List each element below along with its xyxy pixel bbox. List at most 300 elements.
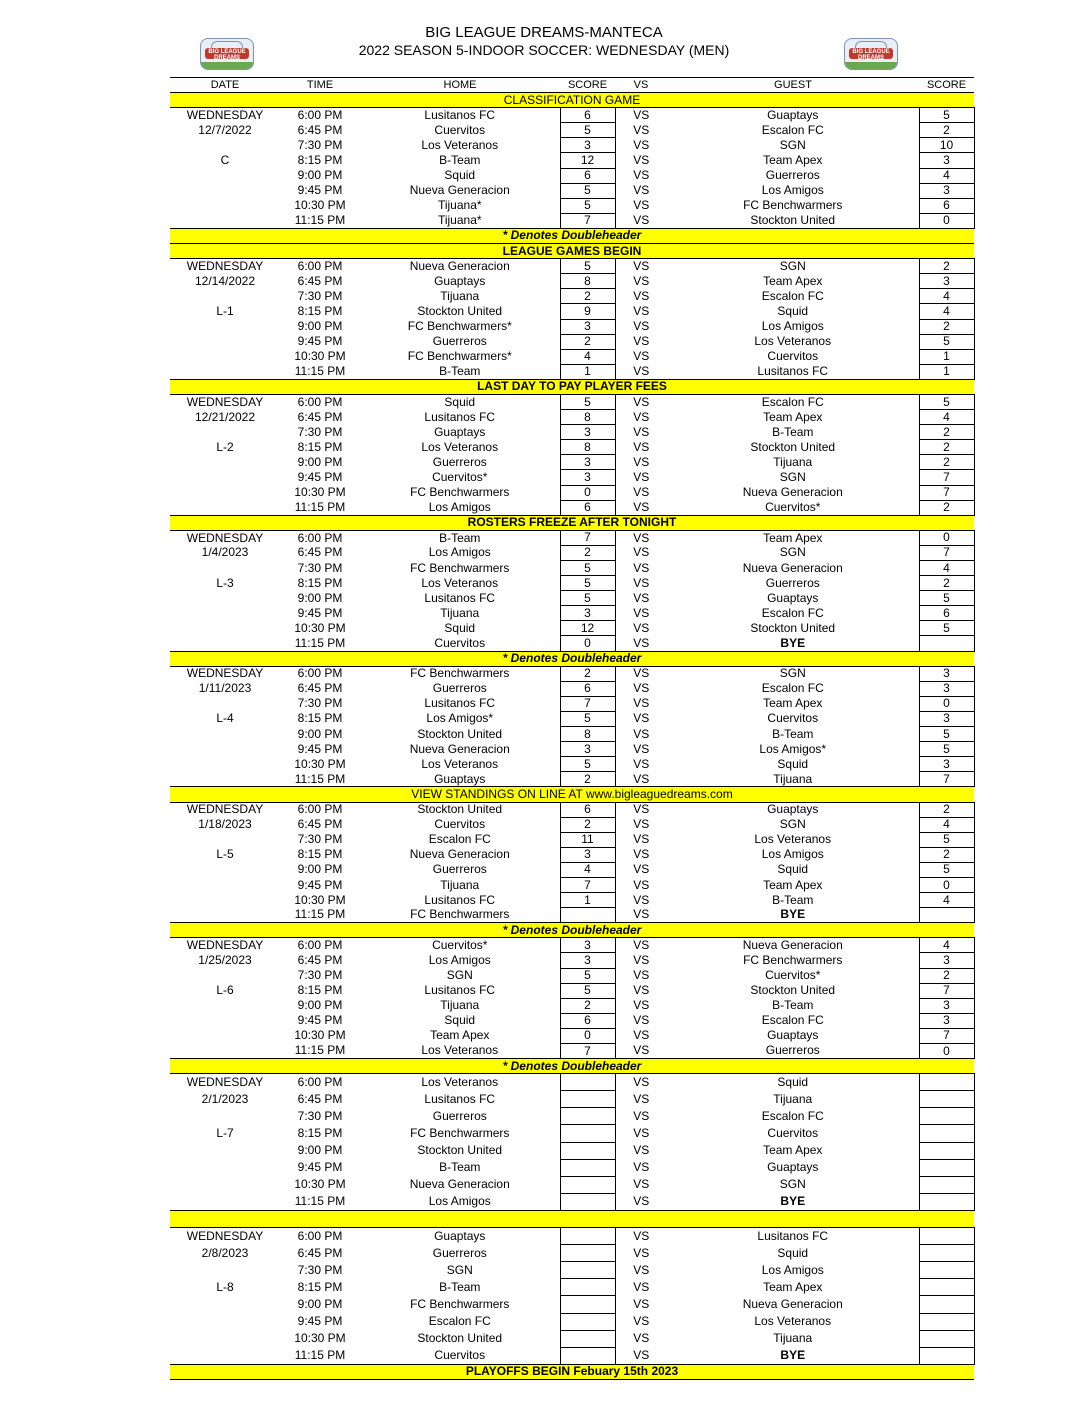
guest-score: 7 bbox=[919, 470, 974, 485]
home-team: B-Team bbox=[439, 1160, 481, 1175]
guest-team: BYE bbox=[780, 1347, 806, 1362]
game-time: 6:00 PM bbox=[297, 530, 343, 545]
game-row bbox=[170, 908, 974, 923]
game-date: WEDNESDAY bbox=[186, 666, 264, 681]
guest-team: Guerreros bbox=[765, 1043, 820, 1058]
home-team: Squid bbox=[444, 394, 476, 409]
vs-label: VS bbox=[633, 107, 650, 122]
guest-score: 0 bbox=[919, 1044, 974, 1059]
game-time: 6:00 PM bbox=[297, 1074, 343, 1089]
guest-score: 2 bbox=[919, 968, 974, 983]
guest-team: SGN bbox=[779, 137, 806, 152]
guest-score: 2 bbox=[919, 425, 974, 440]
game-time: 7:30 PM bbox=[297, 288, 343, 303]
game-date: 2/8/2023 bbox=[201, 1245, 249, 1260]
guest-team: Guaptays bbox=[767, 590, 819, 605]
home-team: Squid bbox=[444, 168, 476, 183]
vs-label: VS bbox=[633, 1245, 650, 1260]
home-team: Lusitanos FC bbox=[424, 1091, 496, 1106]
guest-score: 2 bbox=[919, 259, 974, 274]
game-time: 9:45 PM bbox=[297, 605, 343, 620]
vs-label: VS bbox=[633, 938, 650, 953]
col-header-guest-score: SCORE bbox=[919, 78, 974, 93]
guest-score: 2 bbox=[919, 440, 974, 455]
banner-row bbox=[170, 651, 974, 666]
home-score: 2 bbox=[560, 666, 615, 681]
vs-label: VS bbox=[633, 1126, 650, 1141]
game-row bbox=[170, 953, 974, 968]
game-row bbox=[170, 530, 974, 545]
game-time: 10:30 PM bbox=[294, 198, 346, 213]
game-time: 7:30 PM bbox=[297, 1262, 343, 1277]
guest-team: B-Team bbox=[772, 424, 814, 439]
game-row bbox=[170, 832, 974, 847]
home-team: Stockton United bbox=[417, 802, 503, 817]
game-time: 9:45 PM bbox=[297, 741, 343, 756]
guest-team: Los Veteranos bbox=[754, 334, 832, 349]
home-team: Guerreros bbox=[432, 1245, 487, 1260]
vs-label: VS bbox=[633, 1331, 650, 1346]
game-time: 9:00 PM bbox=[297, 590, 343, 605]
guest-team: Los Amigos* bbox=[759, 741, 827, 756]
home-team: Lusitanos FC bbox=[424, 107, 496, 122]
home-score: 6 bbox=[560, 168, 615, 183]
game-time: 10:30 PM bbox=[294, 756, 346, 771]
guest-score: 5 bbox=[919, 591, 974, 606]
home-score: 3 bbox=[560, 138, 615, 153]
banner-text bbox=[170, 1210, 974, 1227]
home-team: Los Amigos bbox=[428, 545, 491, 560]
vs-label: VS bbox=[633, 590, 650, 605]
game-date bbox=[170, 998, 280, 1013]
game-date bbox=[170, 696, 280, 711]
game-row bbox=[170, 364, 974, 379]
game-time: 11:15 PM bbox=[294, 1347, 346, 1362]
vs-label: VS bbox=[633, 1091, 650, 1106]
home-score: 5 bbox=[560, 394, 615, 409]
game-date bbox=[170, 1330, 280, 1347]
game-date bbox=[170, 138, 280, 153]
game-time: 8:15 PM bbox=[297, 303, 343, 318]
game-row bbox=[170, 1142, 974, 1159]
game-date bbox=[170, 1044, 280, 1059]
game-date bbox=[170, 1176, 280, 1193]
home-team: FC Benchwarmers* bbox=[407, 349, 512, 364]
guest-team: Team Apex bbox=[763, 877, 823, 892]
guest-score: 4 bbox=[919, 893, 974, 908]
home-score: 4 bbox=[560, 349, 615, 364]
game-date bbox=[170, 893, 280, 908]
home-score: 8 bbox=[560, 274, 615, 289]
home-team: Los Amigos bbox=[428, 952, 491, 967]
home-score: 7 bbox=[560, 213, 615, 228]
home-team: Cuervitos bbox=[434, 122, 486, 137]
home-team: Guaptays bbox=[434, 424, 486, 439]
guest-team: B-Team bbox=[772, 998, 814, 1013]
game-date bbox=[170, 1142, 280, 1159]
game-date: C bbox=[220, 153, 230, 168]
home-team: B-Team bbox=[439, 153, 481, 168]
vs-label: VS bbox=[633, 1194, 650, 1209]
guest-team: Nueva Generacion bbox=[742, 560, 843, 575]
guest-score: 1 bbox=[919, 349, 974, 364]
guest-team: Tijuana bbox=[773, 771, 813, 786]
schedule-table bbox=[170, 64, 975, 1380]
game-date: 1/11/2023 bbox=[198, 681, 252, 696]
guest-score: 6 bbox=[919, 606, 974, 621]
game-date bbox=[170, 1313, 280, 1330]
guest-score bbox=[919, 636, 974, 651]
vs-label: VS bbox=[633, 319, 650, 334]
home-team: Cuervitos bbox=[434, 817, 486, 832]
home-score: 6 bbox=[560, 500, 615, 515]
game-row bbox=[170, 1262, 974, 1279]
vs-label: VS bbox=[633, 1143, 650, 1158]
home-team: Tijuana bbox=[440, 998, 480, 1013]
guest-score: 3 bbox=[919, 953, 974, 968]
guest-team: Tijuana bbox=[773, 1091, 813, 1106]
vs-label: VS bbox=[633, 273, 650, 288]
game-time: 6:45 PM bbox=[297, 545, 343, 560]
home-score: 7 bbox=[560, 877, 615, 892]
game-date bbox=[170, 500, 280, 515]
banner-row bbox=[170, 1210, 974, 1227]
home-team: Los Veteranos bbox=[421, 756, 499, 771]
vs-label: VS bbox=[633, 696, 650, 711]
game-time: 6:00 PM bbox=[297, 938, 343, 953]
home-score bbox=[560, 1176, 615, 1193]
vs-label: VS bbox=[633, 756, 650, 771]
game-row bbox=[170, 1159, 974, 1176]
game-row bbox=[170, 168, 974, 183]
guest-score: 5 bbox=[919, 334, 974, 349]
home-team: B-Team bbox=[439, 364, 481, 379]
guest-team: SGN bbox=[779, 666, 806, 681]
guest-team: Guerreros bbox=[765, 575, 820, 590]
home-team: Stockton United bbox=[417, 1331, 503, 1346]
guest-team: Squid bbox=[777, 303, 809, 318]
game-date bbox=[170, 832, 280, 847]
game-date bbox=[170, 727, 280, 742]
home-team: Tijuana* bbox=[437, 198, 482, 213]
game-row bbox=[170, 636, 974, 651]
home-team: Guerreros bbox=[432, 334, 487, 349]
game-date bbox=[170, 425, 280, 440]
game-time: 8:15 PM bbox=[297, 575, 343, 590]
vs-label: VS bbox=[633, 968, 650, 983]
game-time: 10:30 PM bbox=[294, 1331, 346, 1346]
game-date bbox=[170, 198, 280, 213]
home-score: 6 bbox=[560, 108, 615, 123]
banner-text: ROSTERS FREEZE AFTER TONIGHT bbox=[170, 515, 974, 530]
home-score: 3 bbox=[560, 938, 615, 953]
home-score: 2 bbox=[560, 772, 615, 787]
game-date: 12/7/2022 bbox=[198, 122, 252, 137]
game-row bbox=[170, 862, 974, 877]
game-time: 9:45 PM bbox=[297, 877, 343, 892]
game-date bbox=[170, 470, 280, 485]
game-date bbox=[170, 968, 280, 983]
vs-label: VS bbox=[633, 832, 650, 847]
game-time: 11:15 PM bbox=[294, 771, 346, 786]
guest-team: Escalon FC bbox=[761, 605, 824, 620]
game-row bbox=[170, 998, 974, 1013]
guest-score bbox=[919, 1091, 974, 1108]
home-score: 12 bbox=[560, 621, 615, 636]
vs-label: VS bbox=[633, 666, 650, 681]
game-row bbox=[170, 1193, 974, 1210]
game-time: 7:30 PM bbox=[297, 832, 343, 847]
home-score: 5 bbox=[560, 123, 615, 138]
banner-text: CLASSIFICATION GAME bbox=[170, 93, 974, 108]
home-team: Los Amigos bbox=[428, 500, 491, 514]
guest-team: Team Apex bbox=[763, 153, 823, 168]
guest-score: 0 bbox=[919, 213, 974, 228]
home-team: Squid bbox=[444, 1013, 476, 1028]
guest-score: 2 bbox=[919, 319, 974, 334]
game-date bbox=[170, 606, 280, 621]
vs-label: VS bbox=[633, 983, 650, 998]
home-score: 5 bbox=[560, 968, 615, 983]
vs-label: VS bbox=[633, 364, 650, 379]
guest-score: 3 bbox=[919, 274, 974, 289]
home-team: Tijuana bbox=[440, 605, 480, 620]
game-time: 9:00 PM bbox=[297, 998, 343, 1013]
guest-team: Cuervitos bbox=[767, 711, 819, 726]
vs-label: VS bbox=[633, 137, 650, 152]
guest-team: Cuervitos* bbox=[765, 968, 821, 983]
game-row bbox=[170, 606, 974, 621]
vs-label: VS bbox=[633, 288, 650, 303]
guest-score: 3 bbox=[919, 757, 974, 772]
game-row bbox=[170, 696, 974, 711]
vs-label: VS bbox=[633, 168, 650, 183]
home-score: 3 bbox=[560, 953, 615, 968]
vs-label: VS bbox=[633, 424, 650, 439]
home-team: Cuervitos* bbox=[432, 469, 488, 484]
guest-team: Guaptays bbox=[767, 802, 819, 817]
col-header-vs: VS bbox=[615, 78, 667, 93]
guest-score: 4 bbox=[919, 938, 974, 953]
home-score bbox=[560, 1108, 615, 1125]
guest-score: 5 bbox=[919, 862, 974, 877]
home-score: 7 bbox=[560, 530, 615, 545]
guest-team: Los Veteranos bbox=[754, 1314, 832, 1329]
vs-label: VS bbox=[633, 334, 650, 349]
game-row bbox=[170, 410, 974, 425]
logo-text: BIG LEAGUE DREAMS bbox=[852, 49, 890, 61]
guest-score: 4 bbox=[919, 289, 974, 304]
vs-label: VS bbox=[633, 349, 650, 364]
guest-team: Escalon FC bbox=[761, 1108, 824, 1123]
home-score: 2 bbox=[560, 817, 615, 832]
home-score: 5 bbox=[560, 983, 615, 998]
game-row bbox=[170, 153, 974, 168]
guest-score: 0 bbox=[919, 696, 974, 711]
game-row bbox=[170, 1313, 974, 1330]
game-date bbox=[170, 862, 280, 877]
guest-team: Guaptays bbox=[767, 1028, 819, 1043]
game-row bbox=[170, 1228, 974, 1245]
banner-row bbox=[170, 93, 974, 108]
guest-team: Team Apex bbox=[763, 273, 823, 288]
guest-score: 4 bbox=[919, 817, 974, 832]
game-time: 9:45 PM bbox=[297, 334, 343, 349]
game-time: 9:45 PM bbox=[297, 183, 343, 198]
banner-row bbox=[170, 515, 974, 530]
home-score: 9 bbox=[560, 304, 615, 319]
banner-row bbox=[170, 379, 974, 394]
vs-label: VS bbox=[633, 862, 650, 877]
home-team: Nueva Generacion bbox=[409, 847, 510, 862]
game-row bbox=[170, 440, 974, 455]
game-row bbox=[170, 877, 974, 892]
home-score: 5 bbox=[560, 259, 615, 274]
home-score: 5 bbox=[560, 561, 615, 576]
game-time: 9:45 PM bbox=[297, 1160, 343, 1175]
game-row bbox=[170, 621, 974, 636]
home-team: Guerreros bbox=[432, 454, 487, 469]
game-date bbox=[170, 364, 280, 379]
game-row bbox=[170, 394, 974, 409]
banner-row bbox=[170, 228, 974, 243]
home-score: 3 bbox=[560, 470, 615, 485]
guest-team: B-Team bbox=[772, 726, 814, 741]
vs-label: VS bbox=[633, 1028, 650, 1043]
home-team: FC Benchwarmers bbox=[410, 560, 510, 575]
guest-score bbox=[919, 1313, 974, 1330]
game-time: 8:15 PM bbox=[297, 1279, 343, 1294]
game-date: L-4 bbox=[216, 711, 234, 726]
vs-label: VS bbox=[633, 1228, 650, 1243]
game-date bbox=[170, 908, 280, 923]
home-team: Lusitanos FC bbox=[424, 696, 496, 711]
home-score bbox=[560, 908, 615, 923]
guest-team: Tijuana bbox=[773, 1331, 813, 1346]
game-date: 12/14/2022 bbox=[194, 273, 256, 288]
game-date bbox=[170, 742, 280, 757]
home-score: 6 bbox=[560, 681, 615, 696]
guest-team: Los Veteranos bbox=[754, 832, 832, 847]
guest-score: 7 bbox=[919, 485, 974, 500]
game-date bbox=[170, 561, 280, 576]
guest-team: Stockton United bbox=[750, 439, 836, 454]
game-time: 9:45 PM bbox=[297, 1013, 343, 1028]
home-score bbox=[560, 1074, 615, 1091]
banner-row bbox=[170, 787, 974, 802]
game-time: 6:45 PM bbox=[297, 952, 343, 967]
home-score: 6 bbox=[560, 802, 615, 817]
home-team: Stockton United bbox=[417, 303, 503, 318]
guest-score: 5 bbox=[919, 394, 974, 409]
game-row bbox=[170, 1176, 974, 1193]
home-score: 5 bbox=[560, 757, 615, 772]
guest-score: 3 bbox=[919, 183, 974, 198]
game-row bbox=[170, 666, 974, 681]
home-team: Tijuana bbox=[440, 877, 480, 892]
guest-team: Guaptays bbox=[767, 1160, 819, 1175]
game-date bbox=[170, 1159, 280, 1176]
game-row bbox=[170, 1074, 974, 1091]
guest-team: Lusitanos FC bbox=[757, 1228, 829, 1243]
guest-team: Team Apex bbox=[763, 530, 823, 545]
home-team: Guerreros bbox=[432, 681, 487, 696]
col-header-home: HOME bbox=[360, 78, 560, 93]
guest-team: Nueva Generacion bbox=[742, 938, 843, 953]
vs-label: VS bbox=[633, 153, 650, 168]
home-team: Nueva Generacion bbox=[409, 183, 510, 198]
banner-text: VIEW STANDINGS ON LINE AT www.bigleaguedreams.com bbox=[170, 787, 974, 802]
guest-score: 2 bbox=[919, 802, 974, 817]
game-row bbox=[170, 1296, 974, 1313]
home-team: Los Veteranos bbox=[421, 1043, 499, 1058]
vs-label: VS bbox=[633, 771, 650, 786]
home-score: 5 bbox=[560, 711, 615, 726]
home-team: Los Amigos* bbox=[426, 711, 494, 726]
vs-label: VS bbox=[633, 877, 650, 892]
home-team: FC Benchwarmers bbox=[410, 666, 510, 681]
guest-score bbox=[919, 1108, 974, 1125]
game-date bbox=[170, 1108, 280, 1125]
home-score: 0 bbox=[560, 1028, 615, 1043]
banner-text: * Denotes Doubleheader bbox=[170, 1059, 974, 1074]
guest-team: Cuervitos bbox=[767, 1126, 819, 1141]
home-team: Los Veteranos bbox=[421, 439, 499, 454]
vs-label: VS bbox=[633, 545, 650, 560]
game-row bbox=[170, 1044, 974, 1059]
home-team: FC Benchwarmers* bbox=[407, 319, 512, 334]
guest-score: 4 bbox=[919, 410, 974, 425]
home-team: Los Veteranos bbox=[421, 575, 499, 590]
home-team: Guaptays bbox=[434, 771, 486, 786]
home-score bbox=[560, 1193, 615, 1210]
game-row bbox=[170, 1125, 974, 1142]
game-date: WEDNESDAY bbox=[186, 530, 264, 545]
game-row bbox=[170, 455, 974, 470]
game-date: WEDNESDAY bbox=[186, 107, 264, 122]
home-score: 6 bbox=[560, 1013, 615, 1028]
guest-team: Guerreros bbox=[765, 168, 820, 183]
game-row bbox=[170, 138, 974, 153]
game-time: 10:30 PM bbox=[294, 892, 346, 907]
home-team: B-Team bbox=[439, 1279, 481, 1294]
home-score: 4 bbox=[560, 862, 615, 877]
guest-score bbox=[919, 1074, 974, 1091]
game-time: 11:15 PM bbox=[294, 1043, 346, 1058]
game-row bbox=[170, 968, 974, 983]
game-row bbox=[170, 757, 974, 772]
banner-row bbox=[170, 244, 974, 259]
game-row bbox=[170, 274, 974, 289]
vs-label: VS bbox=[633, 802, 650, 817]
game-time: 9:00 PM bbox=[297, 726, 343, 741]
game-time: 10:30 PM bbox=[294, 349, 346, 364]
guest-score: 5 bbox=[919, 727, 974, 742]
guest-team: Nueva Generacion bbox=[742, 1296, 843, 1311]
game-row bbox=[170, 802, 974, 817]
home-score bbox=[560, 1330, 615, 1347]
guest-team: Stockton United bbox=[750, 983, 836, 998]
game-time: 8:15 PM bbox=[297, 439, 343, 454]
game-date: WEDNESDAY bbox=[186, 1074, 264, 1089]
home-team: Guerreros bbox=[432, 1108, 487, 1123]
vs-label: VS bbox=[633, 1160, 650, 1175]
vs-label: VS bbox=[633, 409, 650, 424]
vs-label: VS bbox=[633, 122, 650, 137]
guest-team: Stockton United bbox=[750, 620, 836, 635]
game-date: L-8 bbox=[216, 1279, 234, 1294]
game-row bbox=[170, 108, 974, 123]
